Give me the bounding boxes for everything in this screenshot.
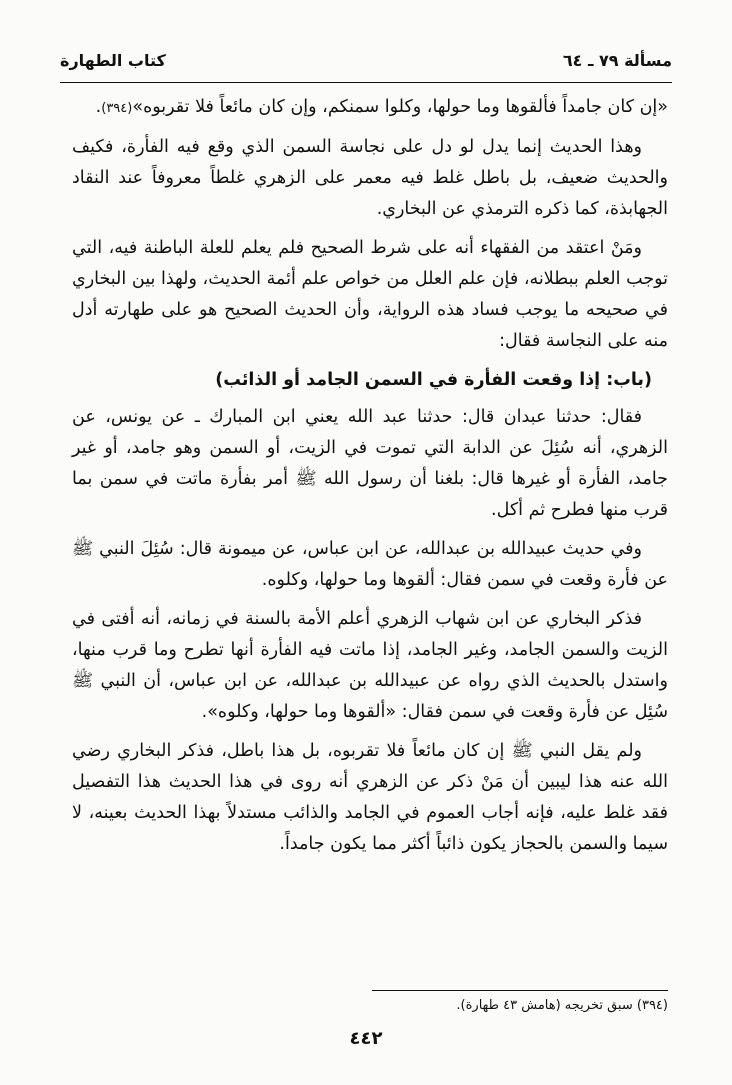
chapter-heading: (باب: إذا وقعت الفأرة في السمن الجامد أو الذائب) xyxy=(215,370,652,390)
header-book-title: كتاب الطهارة xyxy=(60,50,166,70)
footnote-divider xyxy=(372,990,668,991)
paragraph-2: وهذا الحديث إنما يدل لو دل على نجاسة السمن الذي وقع فيه الفأرة، فكيف والحديث ضعيف، بل باطل غلط فيه معمر على الزهري غلطاً معروفاً عند النقاد الجهابذة، كما ذكره الترمذي عن البخاري. xyxy=(72,137,668,219)
paragraph-3: ومَنْ اعتقد من الفقهاء أنه على شرط الصحيح فلم يعلم للعلة الباطنة فيه، التي توجب العلم ببطلانه، فإن علم العلل من خواص علم أئمة الحديث، ولهذا بين البخاري في صحيحه ما يوجب فساد هذه الرواية، وأن الحديث الصحيح هو على طهارته أدل منه على النجاسة فقال: xyxy=(72,238,668,351)
paragraph-6: فذكر البخاري عن ابن شهاب الزهري أعلم الأمة بالسنة في زمانه، أنه أفتى في الزيت والسمن الجامد، وغير الجامد، إذا ماتت فيه الفأرة أنها تطرح وما قرب منها، واستدل بالحديث الذي رواه عن عبيدالله بن عبدالله، عن ابن عباس، أن النبي ﷺ سُئِل عن فأرة وقعت في سمن فقال: «ألقوها وما حولها، وكلوه». xyxy=(72,609,668,722)
running-header xyxy=(60,42,672,78)
paragraph-7: ولم يقل النبي ﷺ إن كان مائعاً فلا تقربوه، بل هذا باطل، فذكر البخاري رضي الله عنه هذا ليبين أن مَنْ ذكر عن الزهري أنه روى في هذا الحديث هذا التفصيل فقد غلط عليه، فإنه أجاب العموم في الجامد والذائب مستدلاً بهذا الحديث بعينه، لا سيما والسمن بالحجاز يكون ذائباً أكثر مما يكون جامداً. xyxy=(72,741,668,854)
paragraph-5: وفي حديث عبيدالله بن عبدالله، عن ابن عباس، عن ميمونة قال: سُئِلَ النبي ﷺ عن فأرة وقعت في سمن فقال: ألقوها وما حولها، وكلوه. xyxy=(72,539,668,590)
page-number: ٤٤٢ xyxy=(349,1028,383,1049)
paragraph-4: فقال: حدثنا عبدان قال: حدثنا عبد الله يعني ابن المبارك ـ عن يونس، عن الزهري، أنه سُئِلَ عن الدابة التي تموت في الزيت، أو السمن وهو جامد، أو غير جامد، الفأرة أو غيرها قال: بلغنا أن رسول الله ﷺ أمر بفأرة ماتت في سمن بما قرب منها فطرح ثم أكل. xyxy=(72,407,668,520)
footnote-reference: (٣٩٤) xyxy=(101,101,133,116)
paragraph-1: «إن كان جامداً فألقوها وما حولها، وكلوا سمنكم، وإن كان مائعاً فلا تقربوه»(٣٩٤). xyxy=(95,97,668,117)
header-section-title: مسألة ٧٩ ـ ٦٤ xyxy=(562,50,672,70)
header-divider xyxy=(60,82,672,83)
page-body xyxy=(72,92,668,868)
footnote: (٣٩٤) سبق تخريجه (هامش ٤٣ طهارة). xyxy=(456,998,668,1013)
